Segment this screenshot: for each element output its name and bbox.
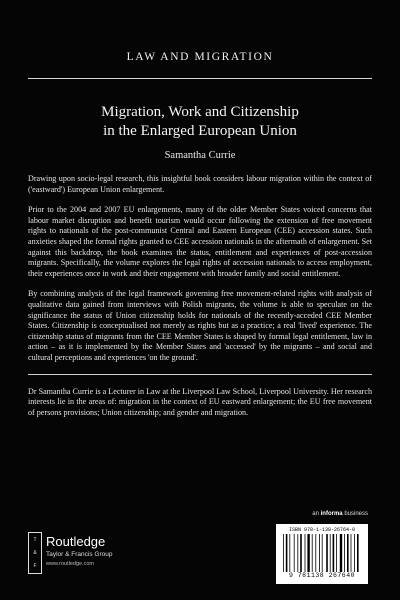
barcode-bar: [297, 534, 298, 572]
barcode-digits: 9 781138 267640: [288, 572, 355, 579]
barcode-bar: [326, 534, 328, 572]
barcode-bar: [319, 534, 320, 572]
publisher-url: www.routledge.com: [46, 561, 94, 567]
author-name: Samantha Currie: [164, 150, 236, 161]
barcode-bar: [357, 534, 359, 572]
barcode-bar: [312, 534, 313, 572]
barcode-bar: [283, 534, 284, 572]
divider: [28, 374, 372, 375]
book-title: [28, 103, 372, 141]
blurb-paragraph: Drawing upon socio-legal research, this insightful book considers labour migration within the context of ('eastward') European Union enlargement.: [28, 174, 372, 194]
title-line-1: Migration, Work and Citizenship: [101, 104, 299, 120]
barcode-bar: [333, 534, 335, 572]
isbn-barcode: [276, 524, 368, 584]
barcode-icon: [282, 534, 362, 572]
barcode-bar: [322, 534, 323, 572]
barcode-bar: [340, 534, 342, 572]
barcode-bar: [351, 534, 352, 572]
blurb: [28, 174, 372, 418]
routledge-logo: [28, 532, 148, 580]
blurb-paragraph: By combining analysis of the legal framework governing free movement-related rights with analysis of qualitative data gained from interviews with Polish migrants, the volume is able to speculate on the significance the status of Union citizenship holds for nationals of the recently-acceded CEE Member States. Citizenship is conceptualised not merely as rights but as a practice; a real 'lived' experience. The citizenship status of migrants from the CEE Member States is shaped by formal legal entitlement, law in action – as it is implemented by the Member States and 'accessed' by the migrants – and social and cultural perceptions and experiences 'on the ground'.: [28, 289, 372, 362]
barcode-bar: [294, 534, 295, 572]
taylor-francis-mark-icon: T & F: [28, 532, 42, 574]
blurb-paragraph: Prior to the 2004 and 2007 EU enlargements, many of the older Member States voiced concerns that labour market disruption and benefit tourism would occur following the extension of free movement rights to nationals of the post-communist Central and Eastern European (CEE) accession states. Such anxieties shaped the formal rights granted to CEE accession nationals in the aftermath of enlargement. Set against this backdrop, the book examines the status, entitlement and experiences of post-accession migrants. Specifically, the volume explores the legal rights of accession nationals to access employment, their experiences once in work and their engagement with broader family and social entitlement.: [28, 205, 372, 278]
barcode-bar: [307, 534, 309, 572]
barcode-bar: [354, 534, 355, 572]
isbn-label: ISBN 978-1-138-26764-0: [288, 527, 355, 533]
series-title: LAW AND MIGRATION: [126, 51, 274, 63]
cover-footer: [28, 511, 372, 590]
barcode-bar: [315, 534, 316, 572]
barcode-bar: [330, 534, 331, 572]
barcode-bar: [286, 534, 288, 572]
barcode-bar: [336, 534, 337, 572]
barcode-bar: [300, 534, 302, 572]
title-line-2: in the Enlarged European Union: [103, 123, 297, 139]
barcode-bar: [344, 534, 345, 572]
barcode-bar: [305, 534, 306, 572]
publisher-group: Taylor & Francis Group: [46, 551, 113, 558]
author-bio: Dr Samantha Currie is a Lecturer in Law at the Liverpool Law School, Liverpool University. Her research interests lie in the areas of: migration in the context of EU eastward enlargement; the EU free movement of persons provisions; Union citizenship; and gender and migration.: [28, 386, 372, 417]
publisher-name: Routledge: [46, 534, 106, 549]
informa-credit: an informa business: [312, 511, 368, 517]
barcode-bar: [289, 534, 290, 572]
barcode-bar: [347, 534, 349, 572]
divider: [28, 78, 372, 79]
